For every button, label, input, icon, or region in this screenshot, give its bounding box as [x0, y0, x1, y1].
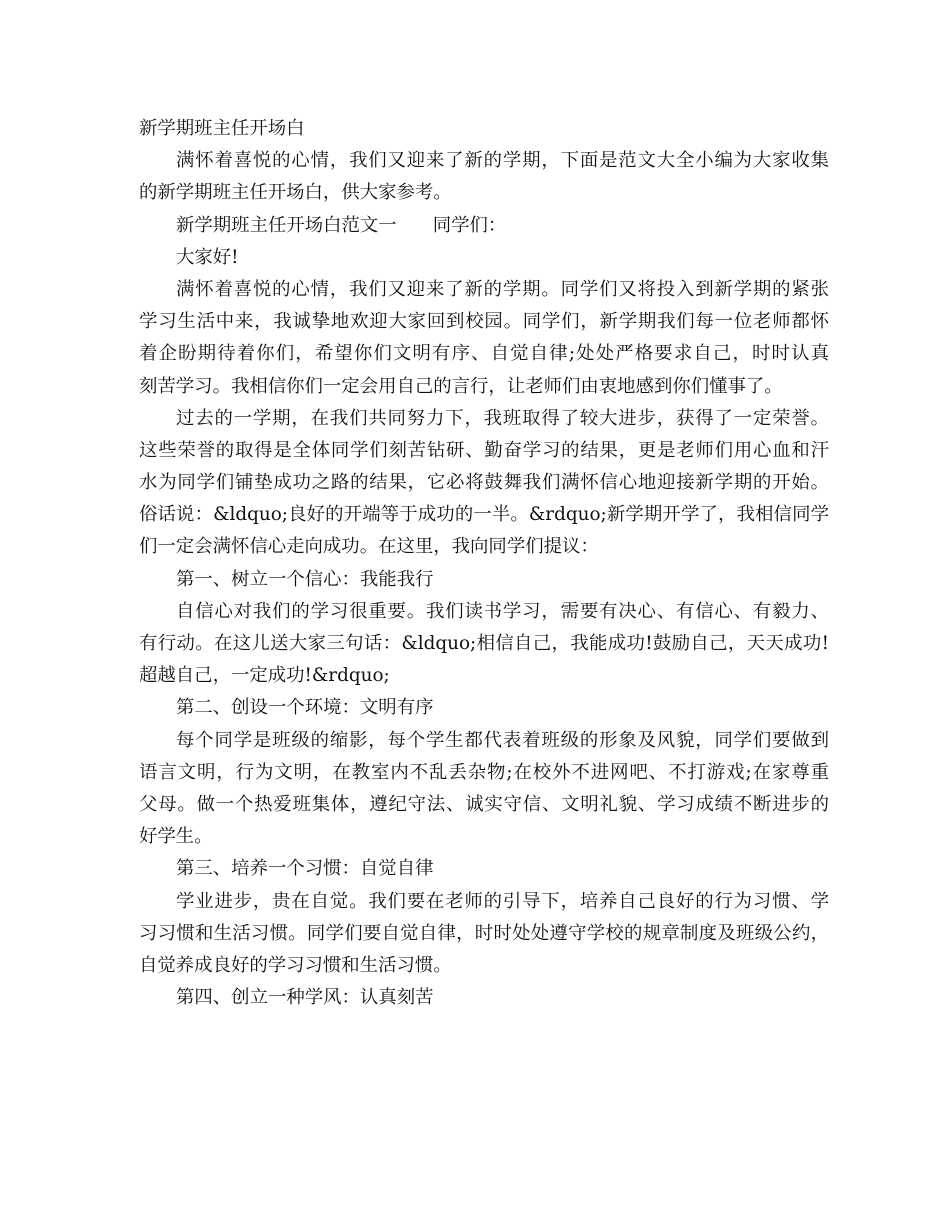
text-line — [139, 596, 829, 628]
text-line — [139, 628, 829, 660]
line-text: 好学生。 — [139, 826, 213, 848]
line-text: 自信心对我们的学习很重要。我们读书学习，需要有决心、有信心、有毅力、 — [176, 600, 829, 622]
line-text: 着企盼期待着你们，希望你们文明有序、自觉自律;处处严格要求自己，时时认真 — [139, 343, 829, 365]
line-text: 大家好! — [176, 246, 239, 268]
text-line — [139, 660, 829, 692]
line-text: 习习惯和生活习惯。同学们要自觉自律，时时处处遵守学校的规章制度及班级公约， — [139, 922, 829, 944]
line-text: 第一、树立一个信心：我能我行 — [176, 568, 434, 590]
paragraph-lines — [139, 145, 829, 1014]
line-text: 有行动。在这儿送大家三句话：&ldquo;相信自己，我能成功!鼓励自己，天天成功! — [139, 633, 829, 654]
document-title: 新学期班主任开场白 — [139, 118, 305, 139]
text-line — [139, 757, 829, 789]
text-line — [139, 853, 829, 885]
text-line — [139, 950, 829, 982]
text-line — [139, 821, 829, 853]
text-line — [139, 177, 829, 209]
line-text: 父母。做一个热爱班集体，遵纪守法、诚实守信、文明礼貌、学习成绩不断进步的 — [139, 793, 829, 815]
text-line — [139, 886, 829, 918]
text-line — [139, 371, 829, 403]
line-text: 第二、创设一个环境：文明有序 — [176, 697, 434, 719]
line-text: 这些荣誉的取得是全体同学们刻苦钻研、勤奋学习的结果，更是老师们用心血和汗 — [139, 439, 829, 461]
line-text: 刻苦学习。我相信你们一定会用自己的言行，让老师们由衷地感到你们懂事了。 — [139, 375, 783, 397]
text-line — [139, 467, 829, 499]
line-text: 超越自己，一定成功!&rdquo; — [139, 665, 390, 687]
line-text: 语言文明，行为文明，在教室内不乱丢杂物;在校外不进网吧、不打游戏;在家尊重 — [139, 761, 829, 783]
text-line — [139, 692, 829, 724]
text-line — [139, 274, 829, 306]
line-text: 俗话说：&ldquo;良好的开端等于成功的一半。&rdquo;新学期开学了，我相信同学 — [139, 504, 829, 526]
text-line — [139, 531, 829, 563]
text-line — [139, 338, 829, 370]
text-line — [139, 982, 829, 1014]
text-line — [139, 306, 829, 338]
salutation-text: 同学们： — [432, 214, 507, 236]
line-text: 过去的一学期，在我们共同努力下，我班取得了较大进步，获得了一定荣誉。 — [176, 407, 829, 429]
text-line — [139, 435, 829, 467]
text-line — [139, 210, 829, 242]
line-text: 新学期班主任开场白范文一 — [176, 214, 397, 236]
line-text: 学习生活中来，我诚挚地欢迎大家回到校园。同学们，新学期我们每一位老师都怀 — [139, 311, 829, 333]
line-text: 学业进步，贵在自觉。我们要在老师的引导下，培养自己良好的行为习惯、学 — [176, 890, 829, 912]
line-text: 们一定会满怀信心走向成功。在这里，我向同学们提议： — [139, 536, 599, 558]
text-line — [139, 499, 829, 531]
line-text: 的新学期班主任开场白，供大家参考。 — [139, 182, 452, 204]
line-text: 水为同学们铺垫成功之路的结果，它必将鼓舞我们满怀信心地迎接新学期的开始。 — [139, 472, 829, 494]
line-text: 第三、培养一个习惯：自觉自律 — [176, 858, 434, 880]
line-text: 第四、创立一种学风：认真刻苦 — [176, 987, 434, 1009]
line-text: 每个同学是班级的缩影，每个学生都代表着班级的形象及风貌，同学们要做到 — [176, 729, 829, 751]
text-line — [139, 725, 829, 757]
line-text: 自觉养成良好的学习习惯和生活习惯。 — [139, 954, 452, 976]
text-line — [139, 145, 829, 177]
text-line — [139, 242, 829, 274]
document-body — [139, 113, 829, 1014]
text-line — [139, 918, 829, 950]
text-line — [139, 789, 829, 821]
line-text: 满怀着喜悦的心情，我们又迎来了新的学期，下面是范文大全小编为大家收集 — [176, 150, 829, 172]
text-line — [139, 403, 829, 435]
text-line — [139, 564, 829, 596]
line-text: 满怀着喜悦的心情，我们又迎来了新的学期。同学们又将投入到新学期的紧张 — [176, 278, 829, 300]
